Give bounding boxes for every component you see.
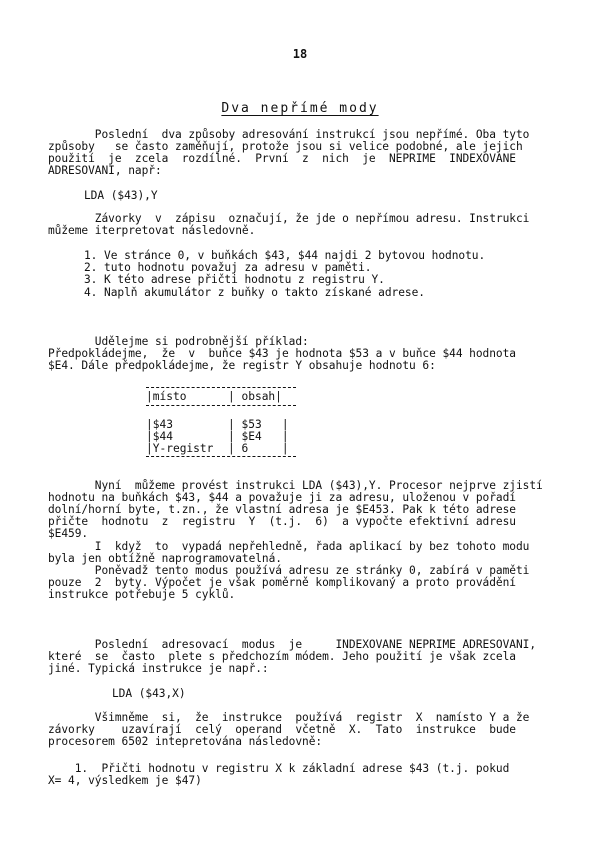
table-row: |$44 | $E4 | xyxy=(146,430,289,443)
paragraph-line: dolní/horní byte, t.zn., že vlastní adresa je $E453. Pak k této adrese xyxy=(48,503,516,516)
step-item: X= 4, výsledkem je $47) xyxy=(48,774,202,787)
paragraph-line: způsoby se často zaměňují, protože jsou si velice podobné, ale jejich xyxy=(48,140,523,153)
table-rule xyxy=(146,456,296,457)
paragraph-line: Poněvadž tento modus používá adresu ze stránky 0, zabírá v paměti xyxy=(48,564,530,577)
table-row: |$43 | $53 | xyxy=(146,418,289,431)
paragraph-line: závorky uzavírají celý operand včetně X. Tato instrukce bude xyxy=(48,723,516,736)
table-cell: Y-registr xyxy=(152,442,214,455)
memory-table xyxy=(146,387,296,457)
page-number: 18 xyxy=(292,47,308,61)
paragraph-line: ADRESOVANI, např: xyxy=(48,164,162,177)
table-rule xyxy=(146,387,296,388)
paragraph-line: Udělejme si podrobnější příklad: xyxy=(48,335,309,348)
column-header: místo xyxy=(152,390,187,403)
step-item: 1. Přičti hodnotu v registru X k základní adrese $43 (t.j. pokud xyxy=(48,762,510,775)
table-cell: 6 xyxy=(241,442,249,455)
paragraph-line: $E4. Dále předpokládejme, že registr Y obsahuje hodnotu 6: xyxy=(48,359,436,372)
step-item: 2. tuto hodnotu považuj za adresu v paměti. xyxy=(84,261,372,274)
paragraph-line: Závorky v zápisu označují, že jde o nepřímou adresu. Instrukci xyxy=(48,212,530,225)
step-item: 1. Ve stránce 0, v buňkách $43, $44 najdi 2 bytovou hodnotu. xyxy=(84,249,486,262)
paragraph-line: $E459. xyxy=(48,527,89,540)
paragraph-line: byla jen obtížně naprogramovatelná. xyxy=(48,552,282,565)
paragraph-line: jiné. Typická instrukce je např.: xyxy=(48,662,269,675)
code-example: LDA ($43,X) xyxy=(112,687,186,700)
paragraph-line: Poslední dva způsoby adresování instrukcí jsou nepřímé. Oba tyto xyxy=(48,128,530,141)
paragraph-line: hodnotu na buňkách $43, $44 a považuje ji za adresu, uloženou v pořadí xyxy=(48,491,516,504)
section-title: Dva nepřímé mody xyxy=(221,101,379,116)
paragraph-line: můžeme iterpretovat následovně. xyxy=(48,224,256,237)
paragraph-line: procesorem 6502 intepretována následovně: xyxy=(48,735,323,748)
table-rule xyxy=(146,405,296,406)
paragraph-line: použití je zcela rozdílné. První z nich je NEPRIME INDEXOVANE xyxy=(48,152,516,165)
paragraph-line: instrukce potřebuje 5 cyklů. xyxy=(48,588,236,601)
table-cell: $44 xyxy=(152,430,173,443)
paragraph-line: I když to vypadá nepřehledně, řada aplikací by bez tohoto modu xyxy=(48,540,530,553)
table-cell: $53 xyxy=(241,418,262,431)
table-cell: $E4 xyxy=(241,430,262,443)
paragraph-line: Předpokládejme, že v buňce $43 je hodnota $53 a v buňce $44 hodnota xyxy=(48,347,516,360)
table-header-row: |místo | obsah| xyxy=(146,390,282,403)
paragraph-line: Poslední adresovací modus je INDEXOVANE NEPRIME ADRESOVANI, xyxy=(48,638,537,651)
table-row: |Y-registr | 6 | xyxy=(146,442,289,455)
paragraph-line: přičte hodnotu z registru Y (t.j. 6) a vypočte efektivní adresu xyxy=(48,515,516,528)
paragraph-line: Nyní můžeme provést instrukci LDA ($43),Y. Procesor nejprve zjistí xyxy=(48,479,543,492)
table-cell: $43 xyxy=(152,418,173,431)
step-item: 4. Naplň akumulátor z buňky o takto získané adrese. xyxy=(84,286,425,299)
paragraph-line: které se často plete s předchozím módem. Jeho použití je však zcela xyxy=(48,650,516,663)
code-example: LDA ($43),Y xyxy=(84,189,158,202)
paragraph-line: pouze 2 byty. Výpočet je však poměrně komplikovaný a proto provádění xyxy=(48,576,516,589)
step-item: 3. K této adrese přičti hodnotu z registru Y. xyxy=(84,273,385,286)
column-header: obsah xyxy=(241,390,276,403)
paragraph-line: Všimněme si, že instrukce používá registr X namísto Y a že xyxy=(48,711,530,724)
